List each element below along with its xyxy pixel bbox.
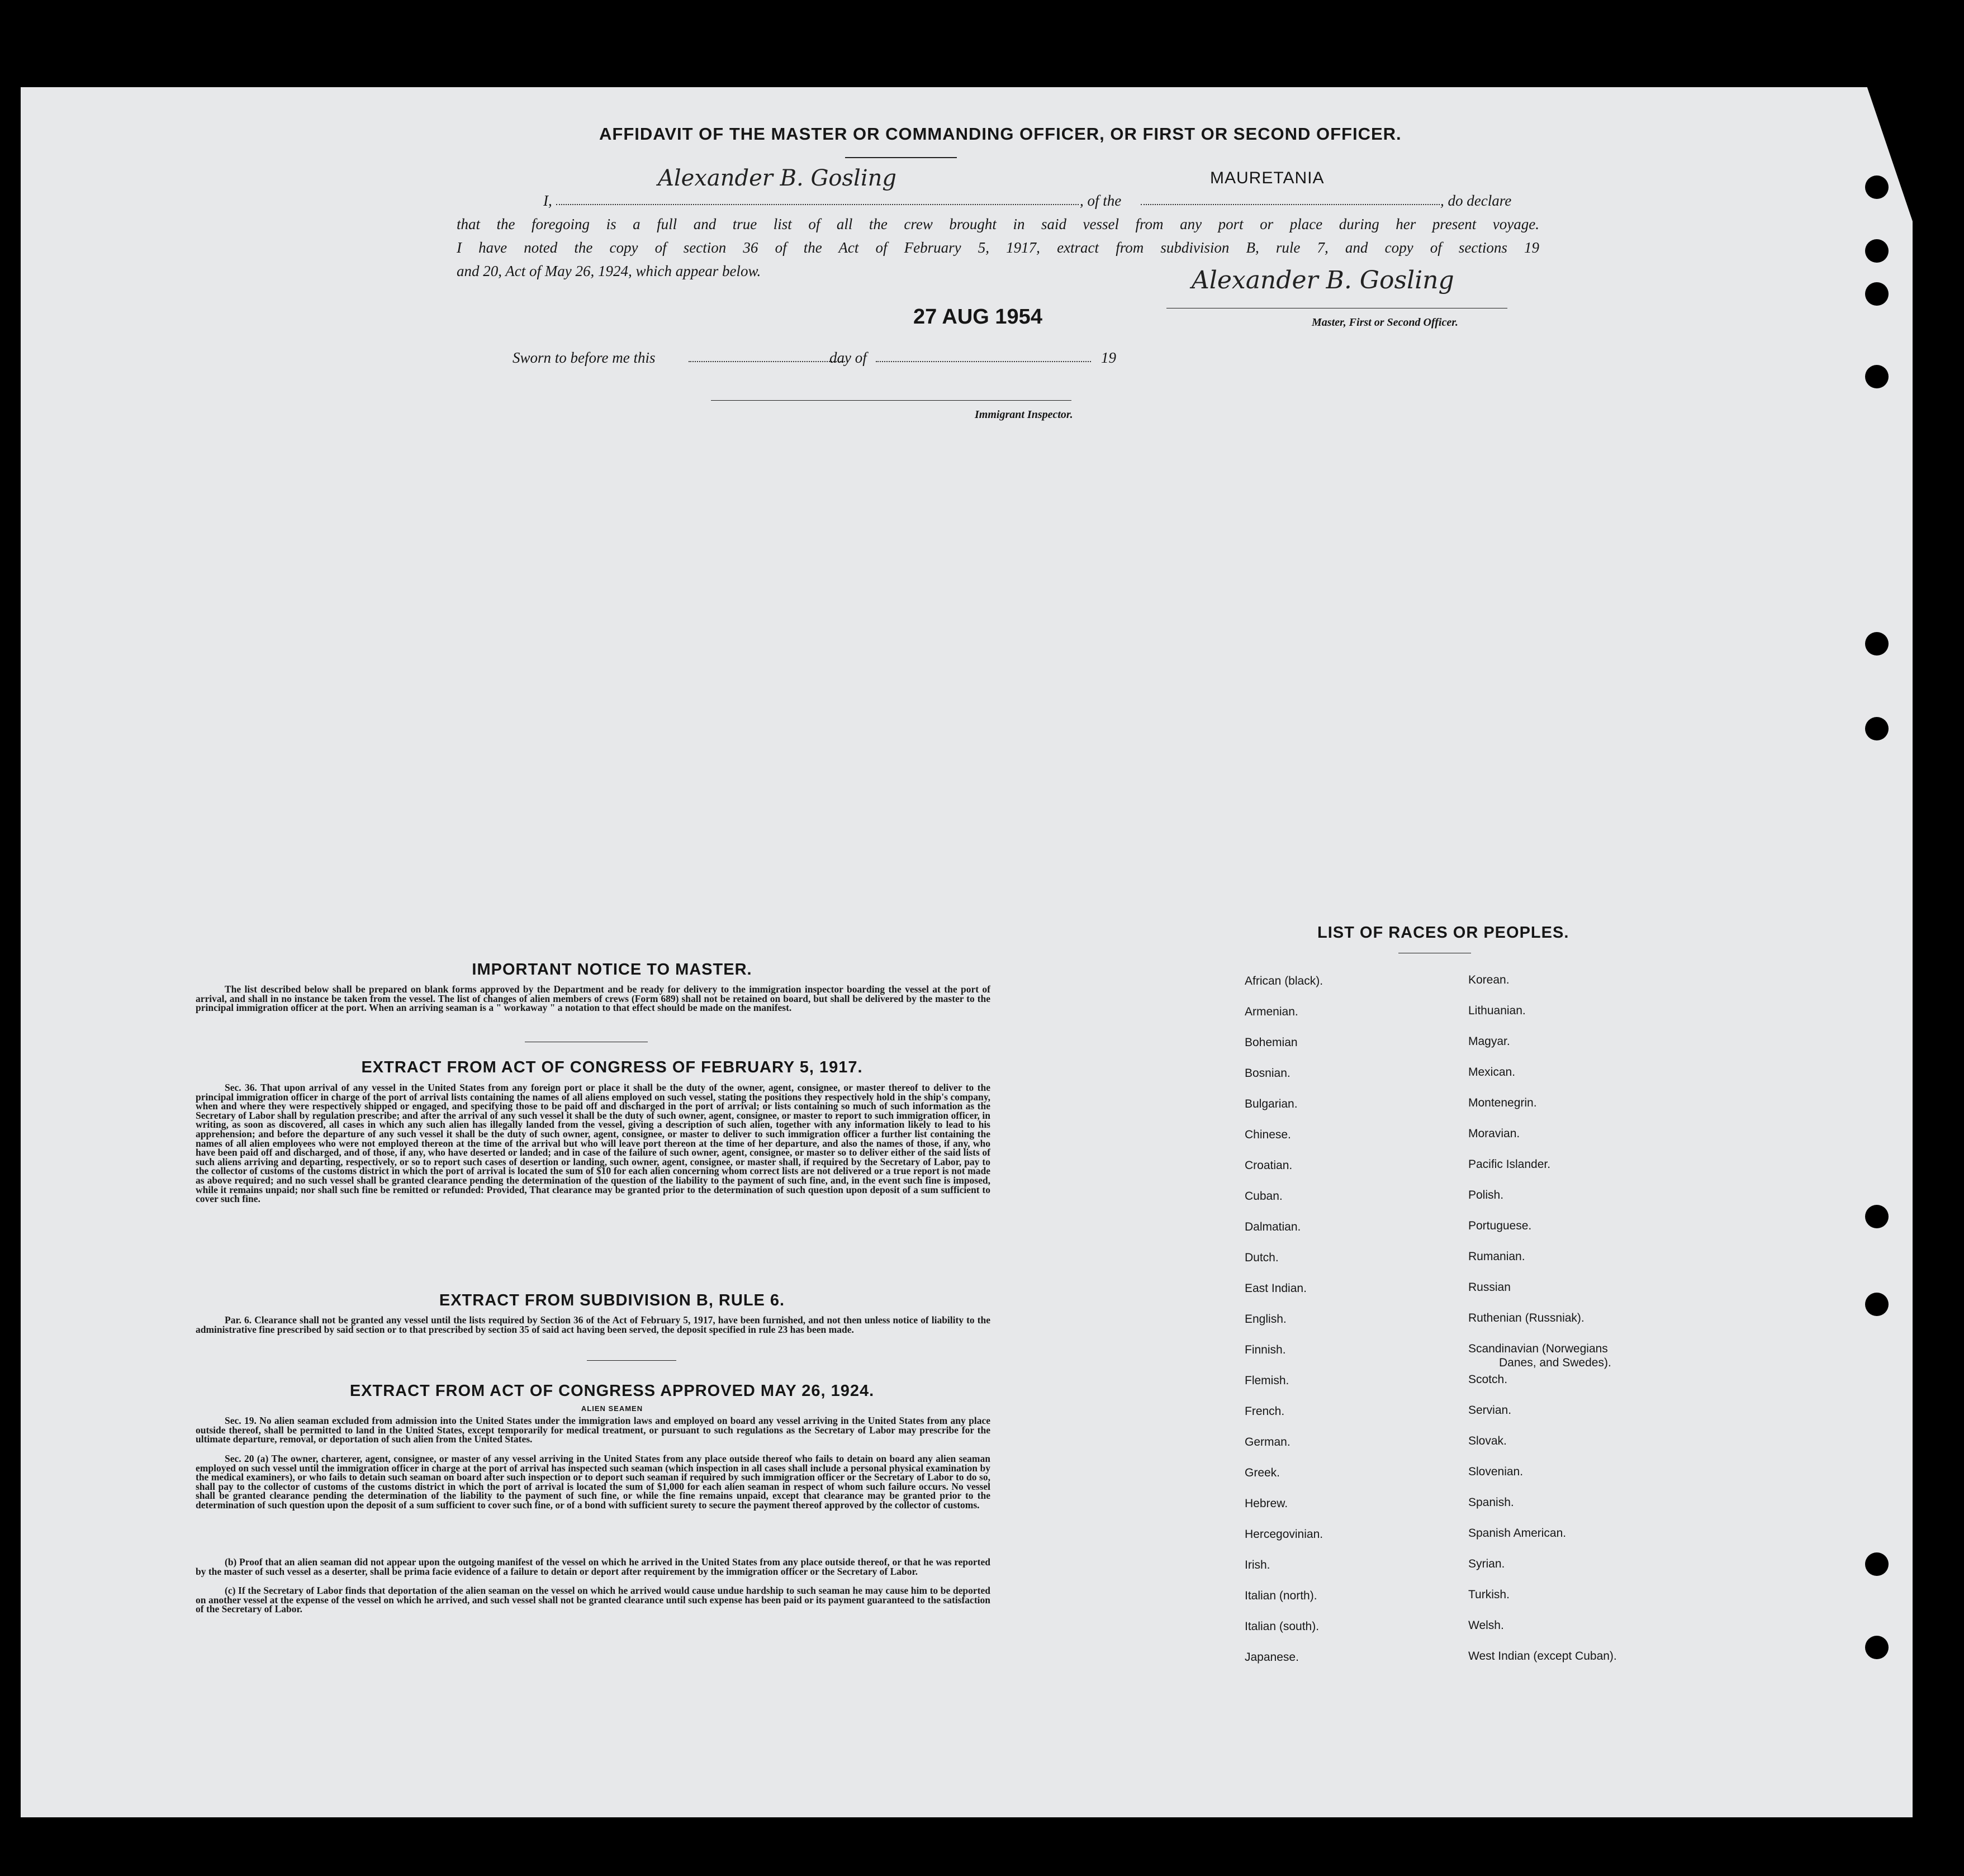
i-label: I, [543,192,552,209]
race-left-item: German. [1245,1436,1291,1448]
subdivision-text: Par. 6. Clearance shall not be granted any vessel until the lists required by Section 36 of the Act of February 5, 1917, have been furnished, and not then unless notice of liability to the administrative fine prescribed by said section or to that prescribed by section 35 of said act having been served, the deposit specified in rule 23 has been made. [196,1314,990,1335]
race-right-item: Russian [1468,1281,1511,1294]
punch-hole [1865,239,1889,263]
race-left-item: Finnish. [1245,1343,1286,1356]
date-stamp: 27 AUG 1954 [913,305,1042,329]
section-19-text: Sec. 19. No alien seaman excluded from admission into the United States under the immigration laws and employed on board any vessel arriving in the United States from any place outside thereof, shall be permitted to land in the United States, except temporarily for medical treatment, or pursuant to such regulations as the Secretary of Labor may prescribe for the ultimate departure, removal, or deportation of such alien from the United States. [196,1415,990,1445]
race-left-item: English. [1245,1313,1287,1326]
race-right-item: Spanish American. [1468,1527,1567,1540]
paper-sheet [21,87,1913,1817]
day-of-label: day of [829,349,867,366]
race-right-item: Moravian. [1468,1127,1520,1140]
race-right-item: Ruthenian (Russniak). [1468,1312,1585,1324]
race-left-item: Greek. [1245,1466,1280,1479]
punch-hole [1865,1205,1889,1228]
race-left-item: Hebrew. [1245,1497,1288,1510]
affidavit-heading: AFFIDAVIT OF THE MASTER OR COMMANDING OFFICER, OR FIRST OR SECOND OFFICER. [599,124,1402,144]
race-right-item-continued: Danes, and Swedes). [1499,1356,1611,1369]
race-right-item: Rumanian. [1468,1250,1525,1263]
notice-heading: IMPORTANT NOTICE TO MASTER. [472,961,752,979]
race-right-item: Spanish. [1468,1496,1514,1509]
race-left-item: Croatian. [1245,1159,1293,1172]
alien-seamen-subheading: ALIEN SEAMEN [581,1404,643,1413]
race-right-item: Slovak. [1468,1435,1507,1447]
race-left-item: Italian (south). [1245,1620,1320,1633]
race-right-item: Servian. [1468,1404,1512,1417]
affidavit-line-3: and 20, Act of May 26, 1924, which appear below. [457,263,761,279]
race-left-item: Hercegovinian. [1245,1528,1323,1541]
race-left-item: Bulgarian. [1245,1098,1298,1110]
race-left-item: East Indian. [1245,1282,1307,1295]
folded-corner [1843,87,1913,221]
race-right-item: Slovenian. [1468,1465,1524,1478]
vessel-line [1141,204,1440,205]
punch-hole [1865,282,1889,306]
race-right-item: Magyar. [1468,1035,1510,1048]
race-left-item: Cuban. [1245,1190,1283,1203]
vessel-name: MAURETANIA [1210,169,1325,187]
punch-hole [1865,632,1889,656]
affidavit-line-1: that the foregoing is a full and true list of all the crew brought in said vessel from any port or place during her present voyage. [457,216,1539,232]
inspector-signature-line [711,400,1071,401]
inspector-caption: Immigrant Inspector. [975,409,1073,421]
race-right-item: Lithuanian. [1468,1004,1526,1017]
punch-hole [1865,1552,1889,1576]
sworn-day-line [689,361,845,362]
race-right-item: Pacific Islander. [1468,1158,1551,1171]
signature-name: Alexander B. Gosling [658,165,896,191]
of-the-label: , of the [1080,192,1122,209]
punch-hole [1865,175,1889,199]
race-left-item: Dalmatian. [1245,1220,1301,1233]
race-right-item: West Indian (except Cuban). [1468,1650,1617,1663]
extract-1917-text: Sec. 36. That upon arrival of any vessel in the United States from any foreign port or place it shall be the duty of the owner, agent, consignee, or master thereof to deliver to the principal immigration officer in charge of the port of arrival lists containing the names of all aliens employed on such vessel, stating the positions they respectively hold in the ship's company, when and where they were respectively shipped or engaged, and specifying those to be paid off and discharged in the port of arrival; or lists containing so much of such information as the Secretary of Labor shall by regulation prescribe; and after the arrival of any such vessel it shall be the duty of such owner, agent, consignee, or master to report to such immigration officer, in writing, as soon as discovered, all cases in which any such alien has illegally landed from the vessel, giving a description of such alien, together with any information likely to lead to his apprehension; and before the departure of any such vessel it shall be the duty of such owner, agent, consignee, or master to deliver to such immigration officer a further list containing the names of all alien employees who were not employed thereon at the time of the arrival but who will leave port thereon at the time of her departure, and also the names of those, if any, who have been paid off and discharged, and of those, if any, who have deserted or landed; and in case of the failure of such owner, agent, consignee, or master so to deliver either of the said lists of such aliens arriving and departing, respectively, or so to report such cases of desertion or landing, such owner, agent, consignee, or master shall, if required by the Secretary of Labor, pay to the collector of customs of the customs district in which the port of arrival is located the sum of $10 for each alien concerning whom correct lists are not delivered or a true report is not made as above required; and no such vessel shall be granted clearance pending the determination of the question of the liability to the payment of such fine, and, in the event such fine is imposed, while it remains unpaid; nor shall such fine be remitted or refunded: Provided, That clearance may be granted prior to the determination of such question upon deposit of a sum sufficient to cover such fine. [196,1082,990,1205]
race-right-item: Montenegrin. [1468,1096,1537,1109]
extract-1917-heading: EXTRACT FROM ACT OF CONGRESS OF FEBRUARY 5, 1917. [361,1058,863,1076]
year-label: 19 [1101,349,1116,366]
punch-hole [1865,365,1889,388]
race-left-item: African (black). [1245,975,1323,987]
race-left-item: Bosnian. [1245,1067,1291,1080]
race-right-item: Korean. [1468,973,1510,986]
section-20b-text: (b) Proof that an alien seaman did not appear upon the outgoing manifest of the vessel on which he arrived in the United States from any place outside thereof, or that he was reported by the master of such vessel as a deserter, shall be prima facie evidence of a failure to detain or deport after requirement by the immigration officer or the Secretary of Labor. [196,1556,990,1577]
race-left-item: Italian (north). [1245,1589,1317,1602]
do-declare-label: , do declare [1440,192,1512,209]
race-left-item: French. [1245,1405,1285,1418]
race-left-item: Irish. [1245,1559,1270,1571]
punch-hole [1865,1293,1889,1316]
master-signature: Alexander B. Gosling [1192,266,1454,295]
race-right-item: Scandinavian (Norwegians [1468,1342,1608,1355]
heading-divider [845,157,957,158]
name-line [556,204,1079,205]
race-left-item: Armenian. [1245,1005,1298,1018]
race-left-item: Chinese. [1245,1128,1291,1141]
master-caption: Master, First or Second Officer. [1312,316,1458,329]
race-right-item: Mexican. [1468,1066,1516,1079]
sworn-month-line [876,361,1091,362]
races-heading: LIST OF RACES OR PEOPLES. [1317,924,1569,942]
subdivision-divider [587,1360,676,1361]
race-left-item: Flemish. [1245,1374,1289,1387]
extract-1924-heading: EXTRACT FROM ACT OF CONGRESS APPROVED MAY 26, 1924. [349,1382,875,1400]
race-right-item: Welsh. [1468,1619,1504,1632]
race-left-item: Japanese. [1245,1651,1299,1664]
race-left-item: Bohemian [1245,1036,1298,1049]
race-right-item: Portuguese. [1468,1219,1532,1232]
race-right-item: Scotch. [1468,1373,1508,1386]
section-20c-text: (c) If the Secretary of Labor finds that deportation of the alien seaman on the vessel on which he arrived would cause undue hardship to such seaman he may cause him to be deported on another vessel at the expense of the vessel on which he arrived, and such vessel shall not be granted clearance until such expense has been paid or its payment guaranteed to the satisfaction of the Secretary of Labor. [196,1585,990,1615]
notice-text: The list described below shall be prepared on blank forms approved by the Department and be ready for delivery to the immigration inspector boarding the vessel at the port of arrival, and shall in no instance be taken from the vessel. The list of changes of alien members of crews (Form 689) shall not be retained on board, but shall be delivered by the master to the principal immigration officer at the port. When an arriving seaman is a " workaway " a notation to that effect should be made on the manifest. [196,984,990,1014]
punch-hole [1865,717,1889,740]
section-20a-text: Sec. 20 (a) The owner, charterer, agent, consignee, or master of any vessel arriving in the United States from any place outside thereof who fails to detain on board any alien seaman employed on such vessel until the immigration officer in charge at the port of arrival has inspected such seaman (which inspection in all cases shall include a personal physical examination by the medical examiners), or who fails to detain such seaman on board after such inspection or to deport such seaman if required by such immigration officer or the Secretary of Labor to do so, shall pay to the collector of customs of the customs district in which the port of arrival is located the sum of $1,000 for each alien seaman in respect of whom such failure occurs. No vessel shall be granted clearance pending the determination of the liability to the payment of such fine, or while the fine remains unpaid, except that clearance may be granted prior to the determination of such question upon the deposit of a sum sufficient to cover such fine, or of a bond with sufficient surety to secure the payment thereof approved by the collector of customs. [196,1453,990,1511]
punch-hole [1865,1636,1889,1659]
subdivision-heading: EXTRACT FROM SUBDIVISION B, RULE 6. [439,1291,785,1309]
race-left-item: Dutch. [1245,1251,1279,1264]
race-right-item: Syrian. [1468,1557,1505,1570]
sworn-label: Sworn to before me this [513,349,656,366]
race-right-item: Polish. [1468,1189,1504,1201]
race-right-item: Turkish. [1468,1588,1510,1601]
affidavit-line-2: I have noted the copy of section 36 of the Act of February 5, 1917, extract from subdivision B, rule 7, and copy of sections 19 [457,239,1539,256]
